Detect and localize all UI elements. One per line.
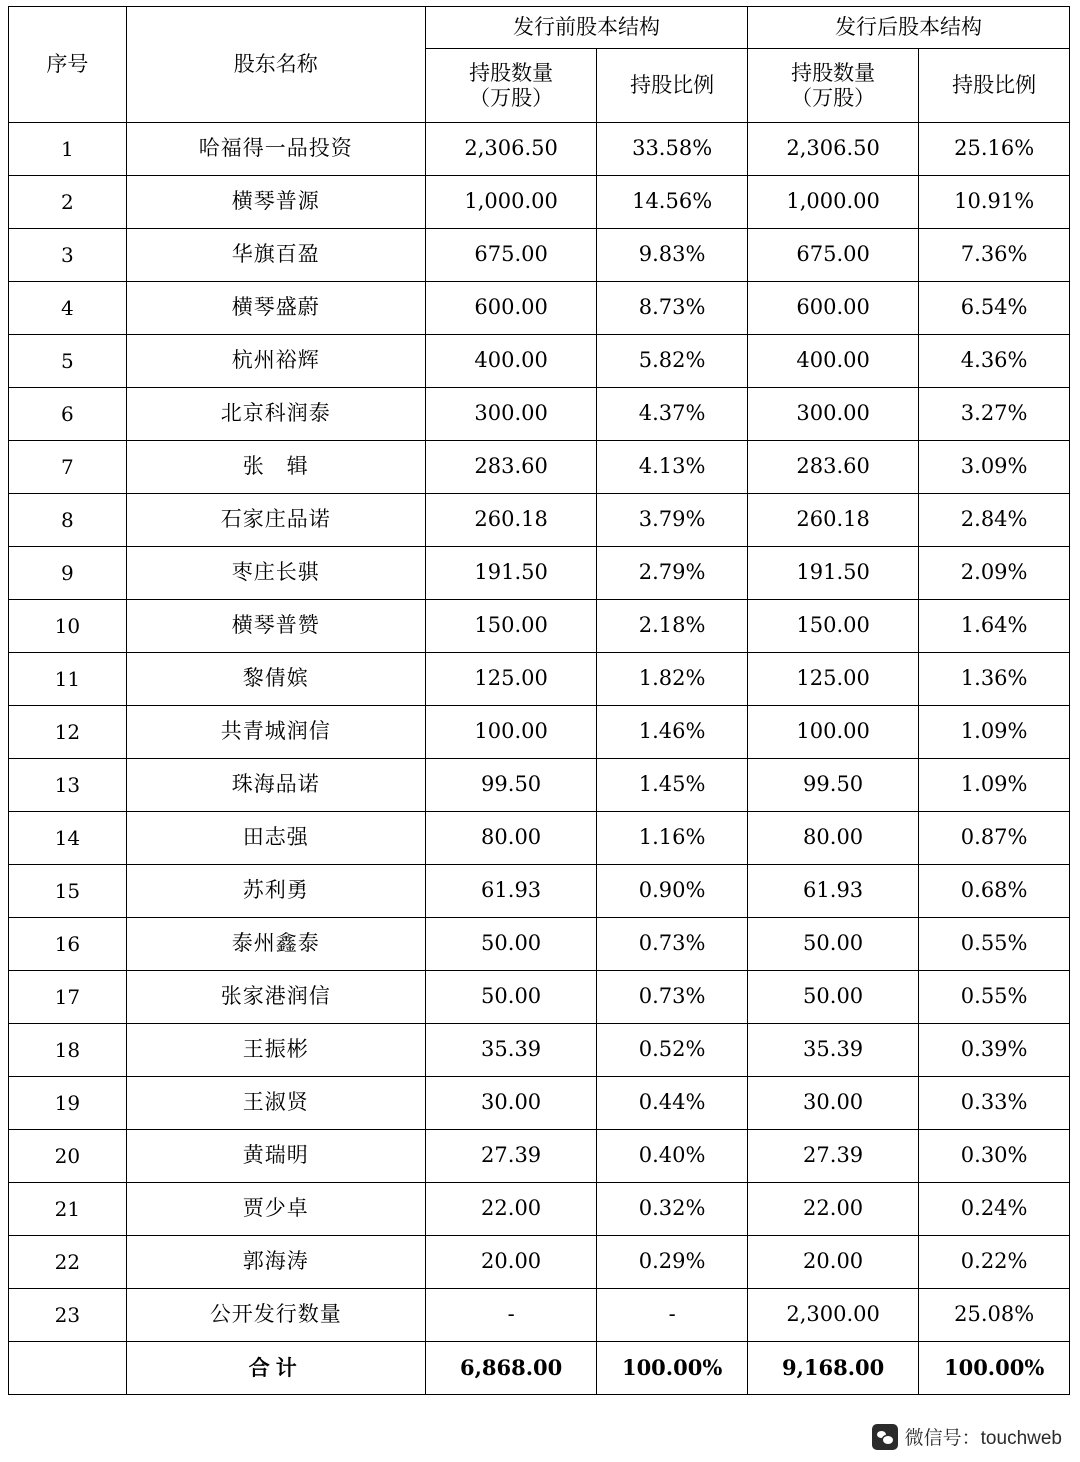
cell-before-ratio: 4.13%: [597, 441, 748, 494]
cell-before-shares: 30.00: [425, 1077, 596, 1130]
cell-after-shares: 35.39: [747, 1024, 918, 1077]
cell-shareholder-name: 泰州鑫泰: [126, 918, 425, 971]
cell-before-ratio: 0.44%: [597, 1077, 748, 1130]
cell-seq: 1: [9, 123, 127, 176]
table-row: [9, 918, 1070, 971]
cell-total-before-ratio: 100.00%: [597, 1342, 748, 1395]
cell-before-shares: 600.00: [425, 282, 596, 335]
header-group-before: 发行前股本结构: [425, 7, 747, 49]
cell-after-shares: 50.00: [747, 918, 918, 971]
cell-after-ratio: 6.54%: [919, 282, 1070, 335]
cell-after-shares: 600.00: [747, 282, 918, 335]
cell-before-ratio: 0.29%: [597, 1236, 748, 1289]
cell-before-ratio: 0.52%: [597, 1024, 748, 1077]
cell-after-shares: 191.50: [747, 547, 918, 600]
cell-total-before-shares: 6,868.00: [425, 1342, 596, 1395]
table-row: [9, 494, 1070, 547]
table-row: [9, 388, 1070, 441]
watermark: [872, 1423, 1062, 1450]
cell-after-shares: 300.00: [747, 388, 918, 441]
cell-before-shares: 260.18: [425, 494, 596, 547]
cell-after-shares: 50.00: [747, 971, 918, 1024]
cell-seq: 2: [9, 176, 127, 229]
cell-before-shares: -: [425, 1289, 596, 1342]
cell-after-ratio: 3.09%: [919, 441, 1070, 494]
cell-after-shares: 125.00: [747, 653, 918, 706]
cell-before-ratio: 33.58%: [597, 123, 748, 176]
cell-before-ratio: -: [597, 1289, 748, 1342]
cell-before-shares: 35.39: [425, 1024, 596, 1077]
cell-before-shares: 50.00: [425, 971, 596, 1024]
cell-after-shares: 283.60: [747, 441, 918, 494]
cell-before-ratio: 4.37%: [597, 388, 748, 441]
table-row: [9, 1236, 1070, 1289]
cell-after-shares: 80.00: [747, 812, 918, 865]
header-seq: 序号: [9, 7, 127, 123]
cell-seq: 6: [9, 388, 127, 441]
cell-seq: 9: [9, 547, 127, 600]
table-row: [9, 1183, 1070, 1236]
table-row: [9, 229, 1070, 282]
cell-shareholder-name: 共青城润信: [126, 706, 425, 759]
header-shareholder-name: 股东名称: [126, 7, 425, 123]
cell-after-ratio: 1.64%: [919, 600, 1070, 653]
cell-before-ratio: 0.73%: [597, 971, 748, 1024]
wechat-icon: [872, 1424, 898, 1450]
cell-before-ratio: 0.32%: [597, 1183, 748, 1236]
cell-seq: 4: [9, 282, 127, 335]
cell-after-ratio: 2.09%: [919, 547, 1070, 600]
table-row: [9, 1289, 1070, 1342]
cell-shareholder-name: 郭海涛: [126, 1236, 425, 1289]
cell-seq: 14: [9, 812, 127, 865]
cell-after-ratio: 3.27%: [919, 388, 1070, 441]
cell-shareholder-name: 贾少卓: [126, 1183, 425, 1236]
table-row: [9, 759, 1070, 812]
cell-seq: 5: [9, 335, 127, 388]
cell-seq: 23: [9, 1289, 127, 1342]
table-total-row: [9, 1342, 1070, 1395]
table-row: [9, 1130, 1070, 1183]
cell-before-ratio: 9.83%: [597, 229, 748, 282]
cell-before-shares: 50.00: [425, 918, 596, 971]
cell-shareholder-name: 公开发行数量: [126, 1289, 425, 1342]
cell-before-shares: 20.00: [425, 1236, 596, 1289]
cell-before-shares: 191.50: [425, 547, 596, 600]
cell-after-ratio: 0.55%: [919, 918, 1070, 971]
cell-after-ratio: 7.36%: [919, 229, 1070, 282]
cell-total-seq: [9, 1342, 127, 1395]
cell-before-ratio: 0.73%: [597, 918, 748, 971]
cell-before-ratio: 3.79%: [597, 494, 748, 547]
cell-seq: 22: [9, 1236, 127, 1289]
table-row: [9, 971, 1070, 1024]
table-body: [9, 123, 1070, 1395]
cell-after-ratio: 0.68%: [919, 865, 1070, 918]
cell-after-ratio: 1.09%: [919, 706, 1070, 759]
header-before-ratio: 持股比例: [597, 49, 748, 123]
cell-seq: 13: [9, 759, 127, 812]
cell-after-ratio: 25.08%: [919, 1289, 1070, 1342]
cell-before-shares: 27.39: [425, 1130, 596, 1183]
table-row: [9, 1077, 1070, 1130]
cell-after-shares: 99.50: [747, 759, 918, 812]
cell-shareholder-name: 黄瑞明: [126, 1130, 425, 1183]
cell-shareholder-name: 苏利勇: [126, 865, 425, 918]
header-after-shares-line2: （万股）: [791, 85, 876, 110]
document-page: [0, 6, 1080, 1462]
cell-shareholder-name: 杭州裕辉: [126, 335, 425, 388]
cell-seq: 20: [9, 1130, 127, 1183]
cell-before-ratio: 0.90%: [597, 865, 748, 918]
cell-shareholder-name: 田志强: [126, 812, 425, 865]
header-row-groups: [9, 7, 1070, 49]
cell-shareholder-name: 横琴普赞: [126, 600, 425, 653]
cell-after-shares: 2,300.00: [747, 1289, 918, 1342]
cell-seq: 16: [9, 918, 127, 971]
cell-total-after-ratio: 100.00%: [919, 1342, 1070, 1395]
cell-after-ratio: 0.55%: [919, 971, 1070, 1024]
cell-before-shares: 80.00: [425, 812, 596, 865]
cell-before-ratio: 8.73%: [597, 282, 748, 335]
cell-shareholder-name: 北京科润泰: [126, 388, 425, 441]
table-row: [9, 1024, 1070, 1077]
cell-before-ratio: 0.40%: [597, 1130, 748, 1183]
cell-after-ratio: 2.84%: [919, 494, 1070, 547]
cell-shareholder-name: 王振彬: [126, 1024, 425, 1077]
table-row: [9, 865, 1070, 918]
cell-before-ratio: 1.45%: [597, 759, 748, 812]
cell-after-ratio: 25.16%: [919, 123, 1070, 176]
cell-seq: 11: [9, 653, 127, 706]
cell-after-shares: 61.93: [747, 865, 918, 918]
cell-after-ratio: 4.36%: [919, 335, 1070, 388]
cell-shareholder-name: 珠海品诺: [126, 759, 425, 812]
cell-after-ratio: 0.30%: [919, 1130, 1070, 1183]
cell-after-ratio: 0.24%: [919, 1183, 1070, 1236]
cell-before-shares: 99.50: [425, 759, 596, 812]
cell-after-ratio: 10.91%: [919, 176, 1070, 229]
cell-before-shares: 150.00: [425, 600, 596, 653]
cell-seq: 15: [9, 865, 127, 918]
cell-seq: 10: [9, 600, 127, 653]
table-row: [9, 706, 1070, 759]
table-row: [9, 176, 1070, 229]
cell-after-ratio: 0.22%: [919, 1236, 1070, 1289]
cell-before-ratio: 1.82%: [597, 653, 748, 706]
cell-total-label: 合计: [126, 1342, 425, 1395]
cell-seq: 21: [9, 1183, 127, 1236]
header-after-shares: [747, 49, 918, 123]
cell-before-shares: 1,000.00: [425, 176, 596, 229]
cell-shareholder-name: 横琴盛蔚: [126, 282, 425, 335]
cell-after-shares: 30.00: [747, 1077, 918, 1130]
cell-before-ratio: 1.16%: [597, 812, 748, 865]
cell-seq: 17: [9, 971, 127, 1024]
cell-before-ratio: 2.18%: [597, 600, 748, 653]
cell-after-shares: 20.00: [747, 1236, 918, 1289]
cell-after-shares: 100.00: [747, 706, 918, 759]
cell-after-shares: 675.00: [747, 229, 918, 282]
cell-seq: 19: [9, 1077, 127, 1130]
cell-shareholder-name: 横琴普源: [126, 176, 425, 229]
cell-after-ratio: 1.09%: [919, 759, 1070, 812]
header-group-after: 发行后股本结构: [747, 7, 1069, 49]
cell-shareholder-name: 张 辑: [126, 441, 425, 494]
watermark-text: 微信号：touchweb: [904, 1428, 1062, 1449]
cell-after-shares: 27.39: [747, 1130, 918, 1183]
table-row: [9, 653, 1070, 706]
header-before-shares-line2: （万股）: [469, 85, 554, 110]
cell-shareholder-name: 张家港润信: [126, 971, 425, 1024]
cell-after-shares: 400.00: [747, 335, 918, 388]
cell-before-shares: 22.00: [425, 1183, 596, 1236]
table-row: [9, 123, 1070, 176]
cell-after-ratio: 0.87%: [919, 812, 1070, 865]
table-row: [9, 600, 1070, 653]
table-row: [9, 282, 1070, 335]
header-before-shares: [425, 49, 596, 123]
cell-total-after-shares: 9,168.00: [747, 1342, 918, 1395]
cell-before-shares: 300.00: [425, 388, 596, 441]
cell-after-shares: 1,000.00: [747, 176, 918, 229]
cell-before-ratio: 1.46%: [597, 706, 748, 759]
cell-after-ratio: 1.36%: [919, 653, 1070, 706]
cell-shareholder-name: 黎倩嫔: [126, 653, 425, 706]
cell-before-shares: 283.60: [425, 441, 596, 494]
cell-seq: 7: [9, 441, 127, 494]
cell-shareholder-name: 华旗百盈: [126, 229, 425, 282]
cell-before-shares: 125.00: [425, 653, 596, 706]
cell-seq: 3: [9, 229, 127, 282]
cell-before-ratio: 14.56%: [597, 176, 748, 229]
header-after-shares-line1: 持股数量: [791, 60, 876, 85]
cell-before-shares: 100.00: [425, 706, 596, 759]
cell-shareholder-name: 王淑贤: [126, 1077, 425, 1130]
cell-before-ratio: 2.79%: [597, 547, 748, 600]
cell-after-ratio: 0.33%: [919, 1077, 1070, 1130]
cell-before-ratio: 5.82%: [597, 335, 748, 388]
header-before-shares-line1: 持股数量: [469, 60, 554, 85]
cell-seq: 18: [9, 1024, 127, 1077]
cell-after-shares: 2,306.50: [747, 123, 918, 176]
cell-after-ratio: 0.39%: [919, 1024, 1070, 1077]
cell-before-shares: 400.00: [425, 335, 596, 388]
cell-after-shares: 260.18: [747, 494, 918, 547]
table-row: [9, 547, 1070, 600]
table-row: [9, 335, 1070, 388]
cell-seq: 12: [9, 706, 127, 759]
cell-shareholder-name: 哈福得一品投资: [126, 123, 425, 176]
shareholding-structure-table: [8, 6, 1070, 1395]
cell-shareholder-name: 石家庄品诺: [126, 494, 425, 547]
table-row: [9, 441, 1070, 494]
cell-before-shares: 675.00: [425, 229, 596, 282]
table-row: [9, 812, 1070, 865]
table-header: [9, 7, 1070, 123]
cell-before-shares: 61.93: [425, 865, 596, 918]
cell-after-shares: 22.00: [747, 1183, 918, 1236]
cell-before-shares: 2,306.50: [425, 123, 596, 176]
header-after-ratio: 持股比例: [919, 49, 1070, 123]
cell-seq: 8: [9, 494, 127, 547]
cell-after-shares: 150.00: [747, 600, 918, 653]
cell-shareholder-name: 枣庄长骐: [126, 547, 425, 600]
